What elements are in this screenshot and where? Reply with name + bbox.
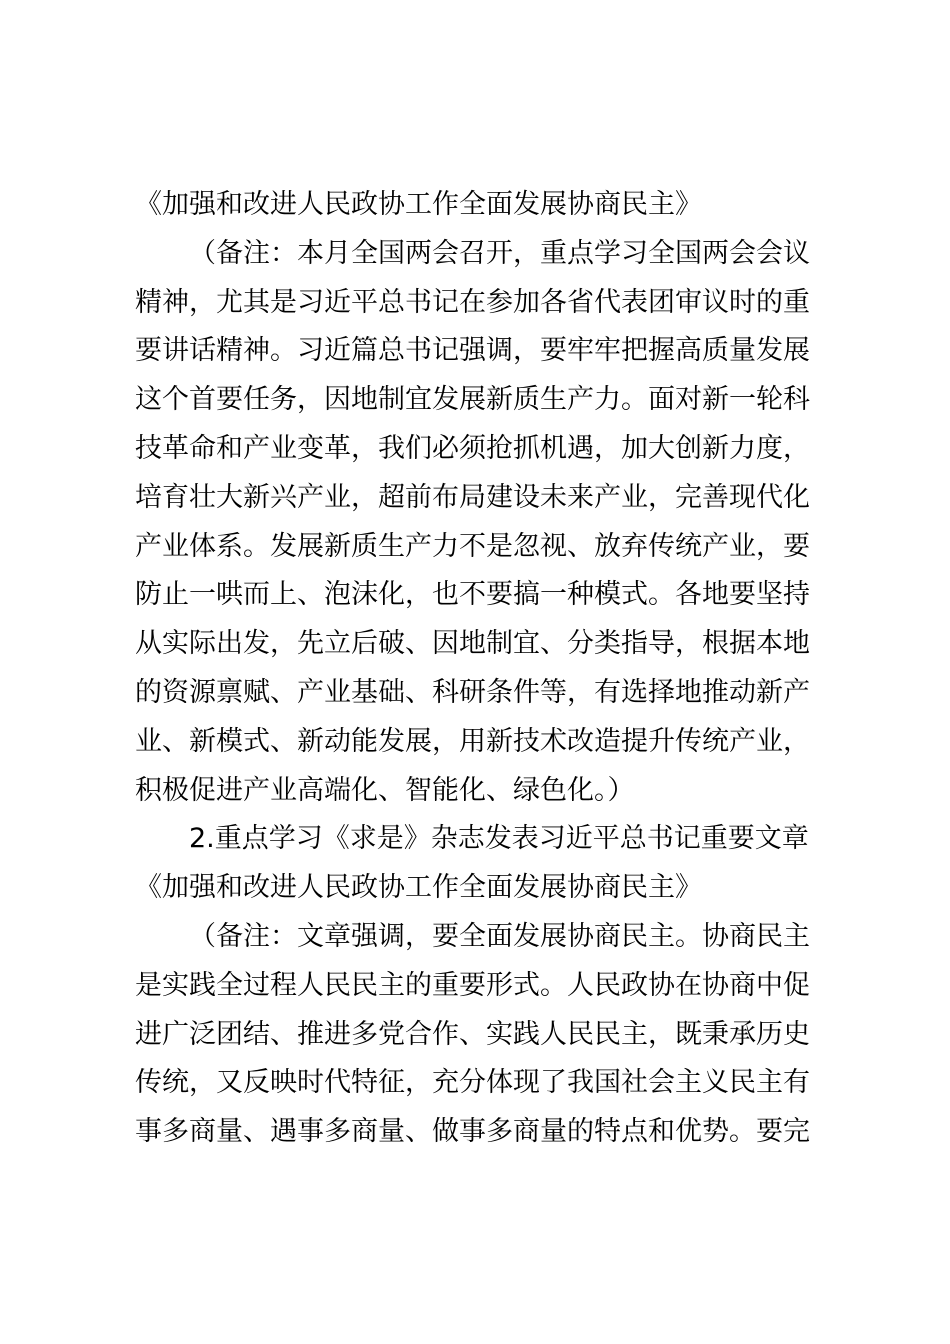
text-line: 《加强和改进人民政协工作全面发展协商民主》 [135,189,702,220]
text-line: 从实际出发，先立后破、因地制宜、分类指导，根据本地 [135,628,810,660]
text-line: 产业体系。发展新质生产力不是忽视、放弃传统产业，要 [135,530,810,562]
text-line: 进广泛团结、推进多党合作、实践人民民主，既秉承历史 [135,1018,810,1050]
text-line: 的资源禀赋、产业基础、科研条件等，有选择地推动新产 [135,676,810,708]
text-line: 传统，又反映时代特征，充分体现了我国社会主义民主有 [135,1067,810,1099]
text-line: 是实践全过程人民民主的重要形式。人民政协在协商中促 [135,969,810,1001]
text-line: 培育壮大新兴产业，超前布局建设未来产业，完善现代化 [135,481,810,513]
text-line: 积极促进产业高端化、智能化、绿色化。） [135,774,635,806]
text-line: 这个首要任务，因地制宜发展新质生产力。面对新一轮科 [135,384,810,416]
text-line: 2.重点学习《求是》杂志发表习近平总书记重要文章 [189,823,809,855]
text-line: 《加强和改进人民政协工作全面发展协商民主》 [135,872,702,904]
text-line: 要讲话精神。习近篇总书记强调，要牢牢把握高质量发展 [135,335,810,367]
text-line: 事多商量、遇事多商量、做事多商量的特点和优势。要完 [135,1116,810,1148]
text-line: 业、新模式、新动能发展，用新技术改造提升传统产业， [135,725,810,757]
text-line: 技革命和产业变革，我们必须抢抓机遇，加大创新力度， [135,432,810,464]
text-line: 精神，尤其是习近平总书记在参加各省代表团审议时的重 [135,286,810,318]
text-line: （备注：文章强调，要全面发展协商民主。协商民主 [189,920,810,952]
text-line: （备注：本月全国两会召开，重点学习全国两会会议 [189,237,810,269]
text-line: 防止一哄而上、泡沫化，也不要搞一种模式。各地要坚持 [135,579,810,611]
document-body [135,181,855,1157]
